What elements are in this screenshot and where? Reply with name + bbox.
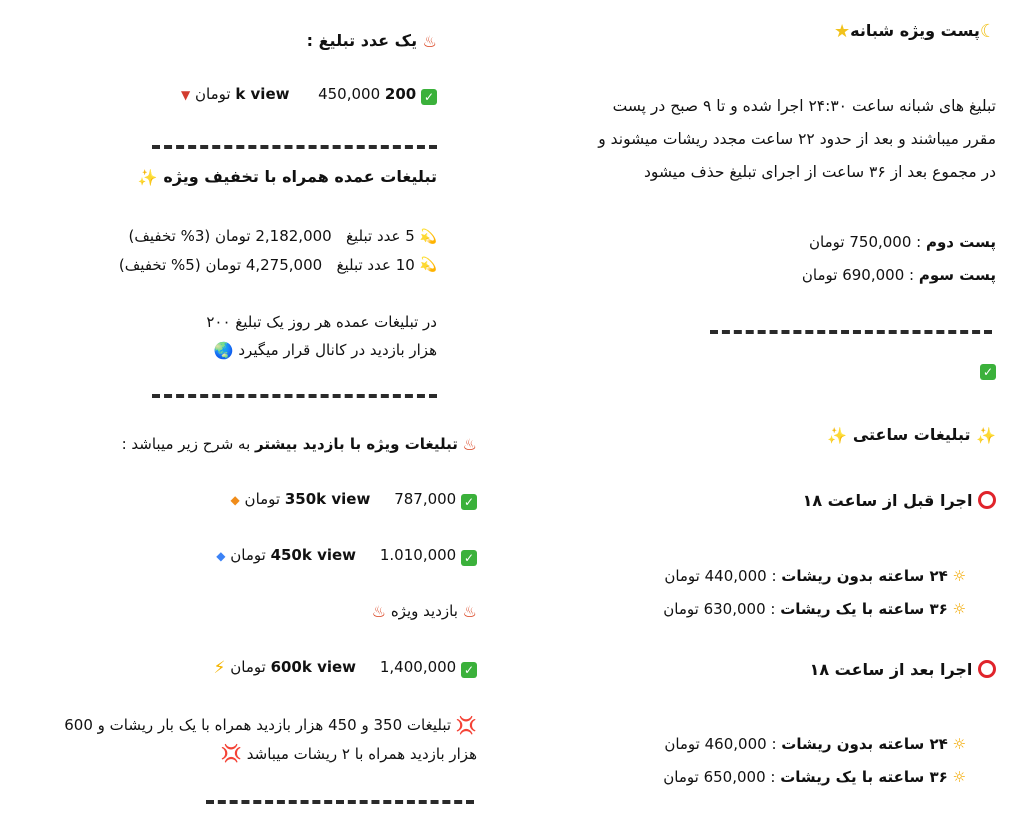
view-350-row: ✓ 787,000 350k view تومان ◆ <box>231 488 477 511</box>
star-icon: ★ <box>834 20 851 42</box>
post-prices <box>802 226 996 292</box>
single-ad-row: ✓ 200 450,000 k view تومان ▼ <box>181 83 437 106</box>
lightning-icon: ⚡ <box>213 657 226 678</box>
bulk-5-row: 💫 5 عدد تبلیغ 2,182,000 تومان (3% تخفیف) <box>119 222 437 251</box>
sparkles-icon: ✨ <box>827 425 848 445</box>
single-ad-title: ♨ یک عدد تبلیغ : <box>306 31 437 51</box>
anger-icon: 💢 <box>220 744 242 764</box>
after-18-title: اجرا بعد از ساعت ۱۸ <box>810 659 996 681</box>
second-post-row: پست دوم : 750,000 تومان <box>809 233 996 251</box>
left-divider-3 <box>206 800 474 804</box>
anger-icon: 💢 <box>455 715 477 736</box>
red-circle-icon <box>978 660 996 678</box>
hot-springs-icon: ♨ <box>462 601 477 621</box>
crescent-moon-icon: ☾ <box>979 20 996 42</box>
bulk-10-row: 💫 10 عدد تبلیغ 4,275,000 تومان (5% تخفیف) <box>119 251 437 280</box>
check-mark-icon: ✓ <box>980 364 996 380</box>
night-post-description: تبلیغ های شبانه ساعت ۲۴:۳۰ اجرا شده و تا ۹ صبح در پست مقرر میباشند و بعد از حدود ۲۲ ساعت مجدد ریشات میشوند و در مجموع بعد از ۳۶ ساعت از اجرای تبلیغ حذف میشود <box>598 97 996 181</box>
sun-icon: ☼ <box>952 735 966 753</box>
sparkles-icon: ✨ <box>137 167 158 187</box>
bulk-prices <box>119 222 437 279</box>
special-views-label: ♨ بازدید ویژه ♨ <box>371 601 477 621</box>
hourly-ads-title: ✨ تبلیغات ساعتی ✨ <box>827 425 996 445</box>
left-divider-2 <box>152 394 437 398</box>
bulk-ads-title: تبلیغات عمده همراه با تخفیف ویژه ✨ <box>137 167 437 187</box>
right-divider-1 <box>710 330 992 334</box>
blue-diamond-icon: ◆ <box>216 548 226 563</box>
after-24h-row: ☼ ۲۴ ساعته بدون ریشات : 460,000 تومان <box>663 728 966 761</box>
third-post-row: پست سوم : 690,000 تومان <box>801 266 996 284</box>
view-600-row: ✓ 1,400,000 600k view تومان ⚡ <box>214 656 477 679</box>
bulk-note: در تبلیغات عمده هر روز یک تبلیغ ۲۰۰ هزار بازدید در کانال قرار میگیرد 🌏 <box>206 308 437 365</box>
before-36h-row: ☼ ۳۶ ساعته با یک ریشات : 630,000 تومان <box>663 593 966 626</box>
check-mark-icon: ✓ <box>461 662 477 678</box>
check-mark-icon: ✓ <box>461 550 477 566</box>
check-mark-icon: ✓ <box>461 494 477 510</box>
sun-icon: ☼ <box>952 768 966 786</box>
hot-springs-icon: ♨ <box>371 601 387 621</box>
check-mark-icon: ✓ <box>421 89 437 105</box>
dizzy-icon: 💫 <box>419 257 437 273</box>
before-24h-row: ☼ ۲۴ ساعته بدون ریشات : 440,000 تومان <box>663 560 966 593</box>
night-post-title: ☾پست ویژه شبانه★ <box>834 20 996 42</box>
orange-diamond-icon: ◆ <box>230 492 240 507</box>
reshare-note: 💢 تبلیغات 350 و 450 هزار بازدید همراه با یک بار ریشات و 600 هزار بازدید همراه با ۲ ریشات میباشد 💢 <box>64 711 477 768</box>
red-circle-icon <box>978 491 996 509</box>
view-450-row: ✓ 1.010,000 450k view تومان ◆ <box>216 544 477 567</box>
after-18-prices <box>663 728 966 794</box>
before-18-prices <box>663 560 966 626</box>
hot-springs-icon: ♨ <box>422 31 437 51</box>
right-check <box>980 358 996 380</box>
sun-icon: ☼ <box>952 567 966 585</box>
before-18-title: اجرا قبل از ساعت ۱۸ <box>803 490 996 512</box>
sun-icon: ☼ <box>952 600 966 618</box>
left-divider-1 <box>152 145 437 149</box>
after-36h-row: ☼ ۳۶ ساعته با یک ریشات : 650,000 تومان <box>663 761 966 794</box>
globe-icon: 🌏 <box>213 340 234 360</box>
dizzy-icon: 💫 <box>419 228 437 245</box>
sparkles-icon: ✨ <box>976 425 996 445</box>
red-triangle-down-icon: ▼ <box>180 87 191 102</box>
hot-springs-icon: ♨ <box>462 434 477 454</box>
special-ads-title: ♨ تبلیغات ویژه با بازدید بیشتر به شرح زیر میباشد : <box>121 434 477 454</box>
